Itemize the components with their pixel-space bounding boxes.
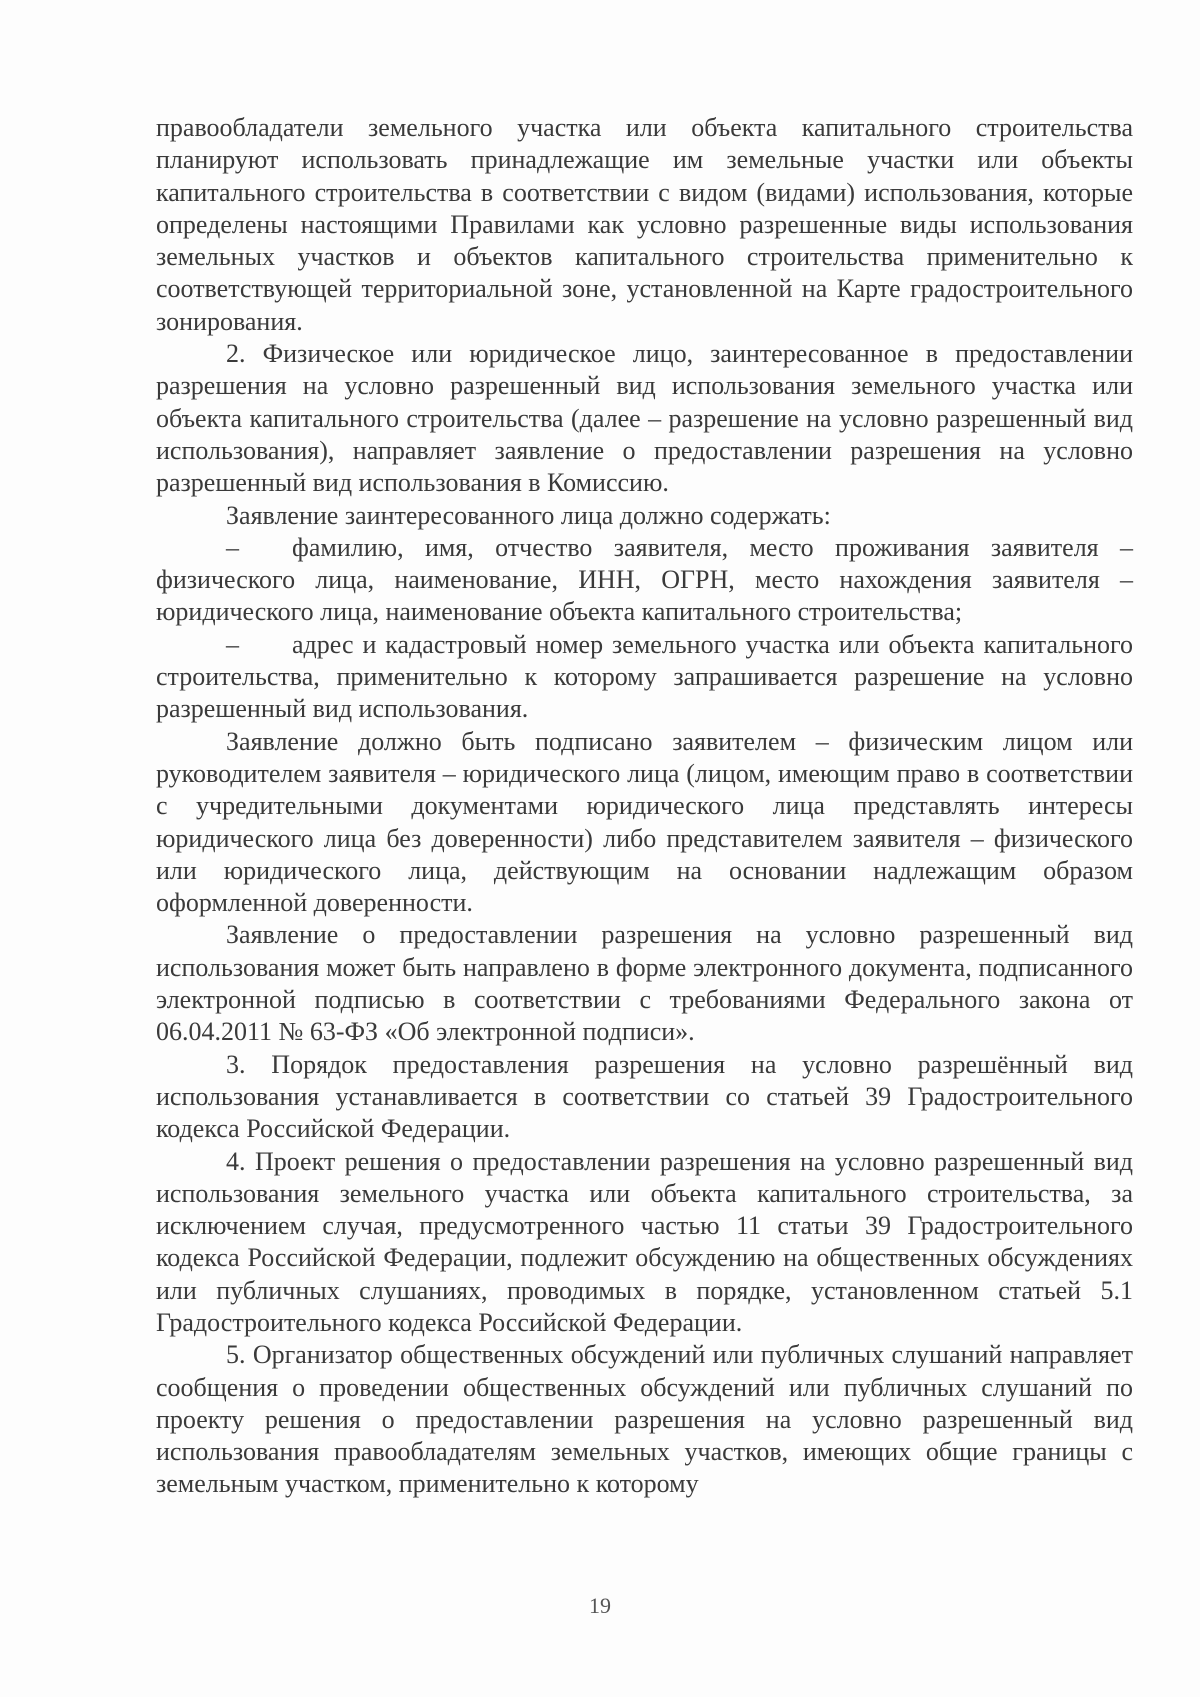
paragraph-electronic-document: Заявление о предоставлении разрешения на условно разрешенный вид использования может быть направлено в форме электронного документа, подписанного электронной подписью в соответствии с требованиями Федерального закона от 06.04.2011 № 63-ФЗ «Об электронной подписи». xyxy=(156,920,1133,1047)
paragraph-4: 4. Проект решения о предоставлении разрешения на условно разрешенный вид использования земельного участка или объекта капитального строительства, за исключением случая, предусмотренного частью 11 статьи 39 Градостроительного кодекса Российской Федерации, подлежит обсуждению на общественных обсуждениях или публичных слушаниях, проводимых в порядке, установленном статьей 5.1 Градостроительного кодекса Российской Федерации. xyxy=(156,1146,1133,1337)
dash-marker: – xyxy=(226,532,239,562)
paragraph-2: 2. Физическое или юридическое лицо, заинтересованное в предоставлении разрешения на условно разрешенный вид использования земельного участка или объекта капитального строительства (далее – разрешение на условно разрешенный вид использования), направляет заявление о предоставлении разрешения на условно разрешенный вид использования в Комиссию. xyxy=(156,339,1133,498)
list-item-text: фамилию, имя, отчество заявителя, место проживания заявителя – физического лица, наименование, ИНН, ОГРН, место нахождения заявителя – юридического лица, наименование объекта капитального строительства; xyxy=(156,532,1133,627)
paragraph-5: 5. Организатор общественных обсуждений или публичных слушаний направляет сообщения о проведении общественных обсуждений или публичных слушаний по проекту решения о предоставлении разрешения на условно разрешенный вид использования правообладателям земельных участков, имеющих общие границы с земельным участком, применительно к которому xyxy=(156,1340,1133,1499)
dash-marker: – xyxy=(226,629,239,659)
paragraph-3: 3. Порядок предоставления разрешения на условно разрешённый вид использования устанавливается в соответствии со статьей 39 Градостроительного кодекса Российской Федерации. xyxy=(156,1049,1133,1144)
paragraph-signature-requirement: Заявление должно быть подписано заявителем – физическим лицом или руководителем заявителя – юридического лица (лицом, имеющим право в соответствии с учредительными документами юридического лица представлять интересы юридического лица без доверенности) либо представителем заявителя – физического или юридического лица, действующим на основании надлежащим образом оформленной доверенности. xyxy=(156,726,1133,918)
list-item xyxy=(156,629,1133,726)
paragraph-application-contents: Заявление заинтересованного лица должно содержать: xyxy=(226,500,831,530)
list-item xyxy=(156,532,1133,629)
document-body xyxy=(156,112,1133,1501)
list-item-text: адрес и кадастровый номер земельного участка или объекта капитального строительства, применительно к которому запрашивается разрешение на условно разрешенный вид использования. xyxy=(156,629,1133,724)
paragraph-continuation: правообладатели земельного участка или объекта капитального строительства планируют использовать принадлежащие им земельные участки или объекты капитального строительства в соответствии с видом (видами) использования, которые определены настоящими Правилами как условно разрешенные виды использования земельных участков и объектов капитального строительства применительно к соответствующей территориальной зоне, установленной на Карте градостроительного зонирования. xyxy=(156,113,1133,336)
page-number: 19 xyxy=(589,1593,611,1618)
